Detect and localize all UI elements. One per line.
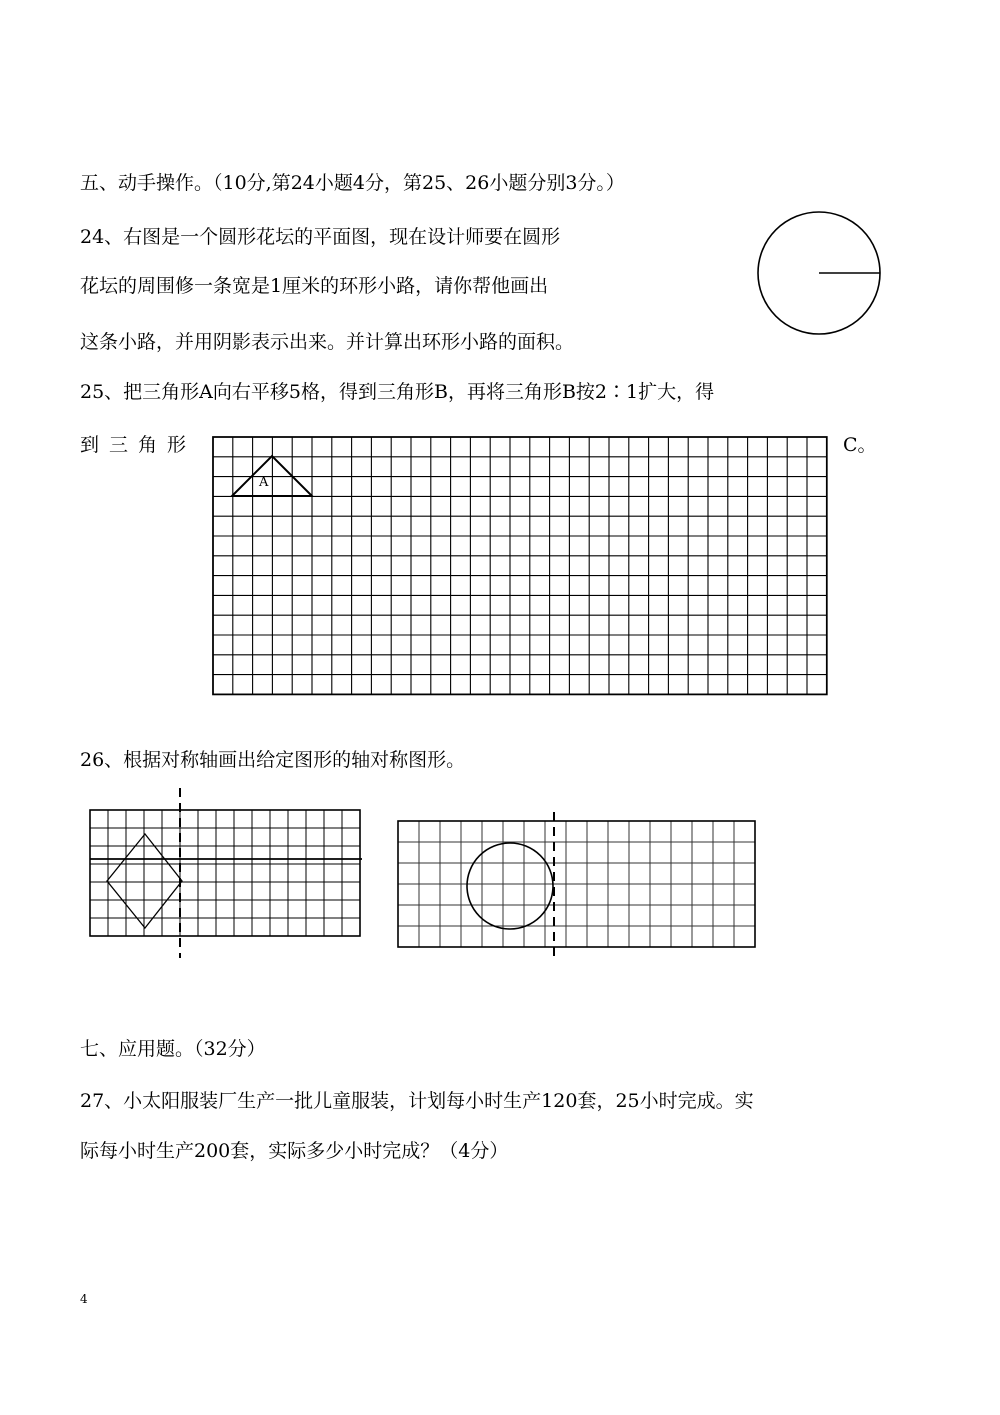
section-five-title: 五、动手操作。（10分,第24小题4分，第25、26小题分别3分。） [80,172,625,194]
circle-shape [467,843,553,929]
q25-line-2-right: C。 [843,434,877,456]
translation-grid [212,436,832,700]
q25-line-2-left: 到三角形 [80,434,197,456]
q27-line-1: 27、小太阳服装厂生产一批儿童服装，计划每小时生产120套，25小时完成。实 [80,1090,754,1112]
triangle-a-label: A [259,475,269,490]
symmetry-grid-diamond [88,788,364,958]
q27-line-2: 际每小时生产200套，实际多少小时完成？（4分） [80,1140,509,1162]
flower-bed-circle-figure [755,205,885,335]
q24-line-3: 这条小路，并用阴影表示出来。并计算出环形小路的面积。 [80,331,575,353]
q24-line-2: 花坛的周围修一条宽是1厘米的环形小路，请你帮他画出 [80,275,549,297]
symmetry-grid-circle [390,812,760,958]
grid-lines [398,821,755,947]
section-seven-title: 七、应用题。（32分） [80,1038,266,1060]
grid-lines [90,810,360,936]
grid-lines [213,437,827,694]
q24-line-1: 24、右图是一个圆形花坛的平面图，现在设计师要在圆形 [80,226,561,248]
q25-line-1: 25、把三角形A向右平移5格，得到三角形B，再将三角形B按2∶1扩大，得 [80,381,715,403]
page-number: 4 [80,1292,88,1306]
q26-text: 26、根据对称轴画出给定图形的轴对称图形。 [80,749,466,771]
